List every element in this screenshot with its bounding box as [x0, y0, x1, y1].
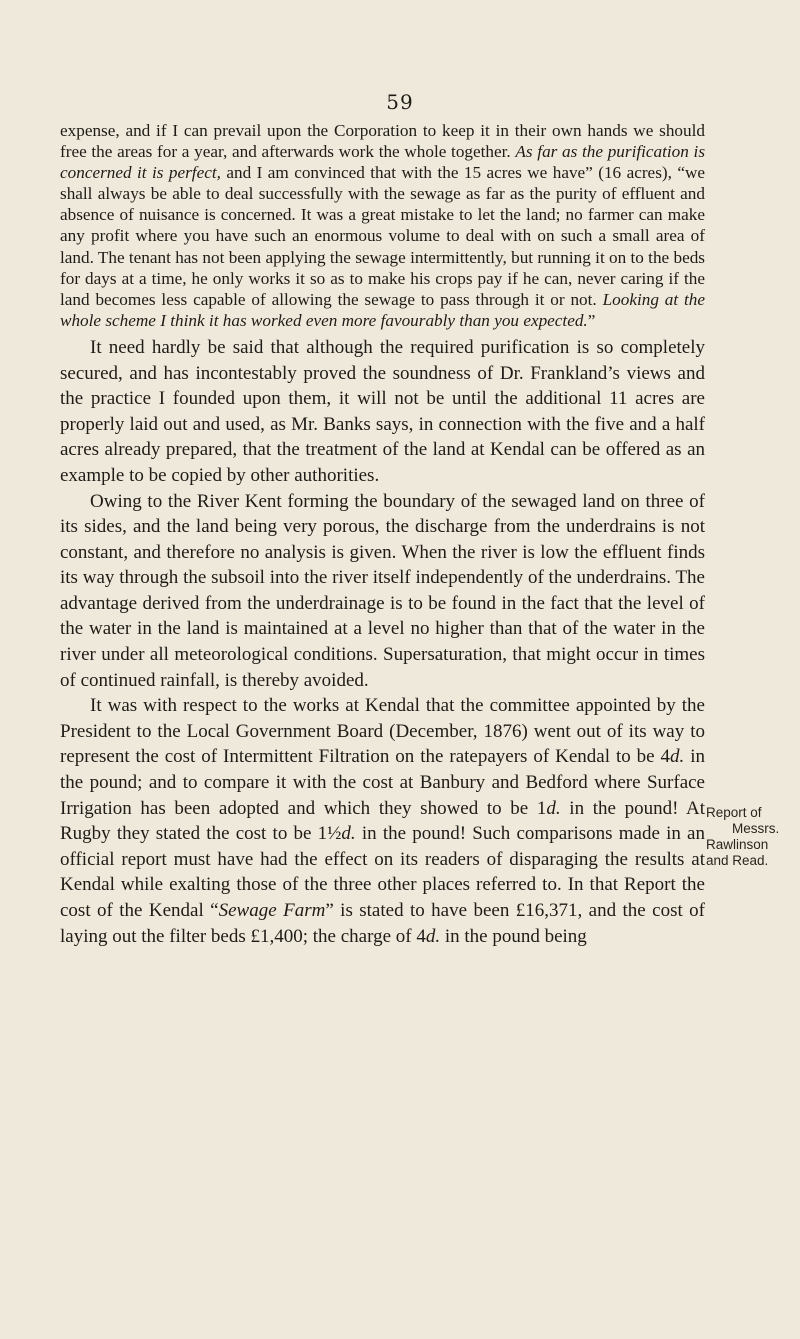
margin-note-line: and Read.	[706, 853, 769, 868]
margin-note-line: Messrs.	[732, 821, 780, 836]
margin-note-line: Report of	[706, 805, 762, 820]
page-number: 59	[386, 90, 414, 114]
margin-note	[706, 805, 796, 869]
paragraph-river-kent: Owing to the River Kent forming the boundary of the sewaged land on three of its sides, and the land being very porous, the discharge from the underdrains is not constant, and therefore no analysis is given. When the river is low the effluent finds its way through the subsoil into the river itself independently of the underdrains. The advantage derived from the underdrainage is to be found in the fact that the level of the water in the land is maintained at a level no higher than that of the water in the river under all meteorological conditions. Supersaturation, that might occur in times of continued rainfall, is thereby avoided.	[60, 490, 705, 691]
quote-paragraph: expense, and if I can prevail upon the Corporation to keep it in their own hands we should free the areas for a year, and afterwards work the whole together. As far as the purification is concerned it is perfect, and I am convinced that with the 15 acres we have” (16 acres), “we shall always be able to deal successfully with the sewage as far as the purity of effluent and absence of nuisance is concerned. It was a great mistake to let the land; no farmer can make any profit where you have such an enormous volume to deal with on such a small area of land. The tenant has not been applying the sewage intermittently, but running it on to the beds for days at a time, he only works it so as to make his crops pay if he can, never caring if the land becomes less capable of allowing the sewage to pass through it or not. Looking at the whole scheme I think it has worked even more favourably than you expected.”	[60, 121, 706, 330]
body-text	[60, 335, 705, 949]
quoted-letter	[60, 120, 705, 331]
paragraph-committee-report: It was with respect to the works at Kendal that the committee appointed by the President to the Local Government Board (December, 1876) went out of its way to represent the cost of Intermittent Filtration on the ratepayers of Kendal to be 4d. in the pound; and to compare it with the cost at Banbury and Bedford where Surface Irrigation has been adopted and which they showed to be 1d. in the pound! At Rugby they stated the cost to be 1½d. in the pound! Such comparisons made in an official report must have had the effect on its readers of disparaging the results at Kendal while exalting those of the three other places referred to. In that Report the cost of the Kendal “Sewage Farm” is stated to have been £16,371, and the cost of laying out the filter beds £1,400; the charge of 4d. in the pound being	[60, 695, 706, 947]
paragraph-purification: It need hardly be said that although the required purification is so completely secured, and has incontestably proved the soundness of Dr. Frankland’s views and the practice I founded upon them, it will not be until the additional 11 acres are properly laid out and used, as Mr. Banks says, in connection with the five and a half acres already prepared, that the treatment of the land at Kendal can be offered as an example to be copied by other authorities.	[60, 336, 705, 486]
main-text	[60, 120, 705, 949]
margin-note-line: Rawlinson	[706, 837, 769, 852]
